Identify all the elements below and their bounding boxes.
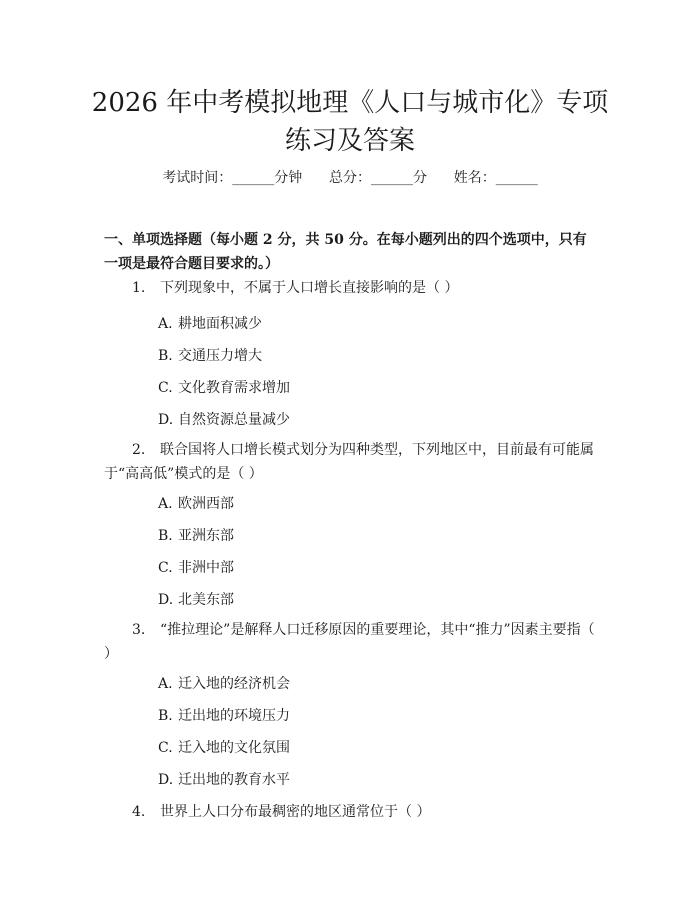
option-letter: B.	[158, 708, 173, 724]
question-1	[132, 276, 596, 300]
question-1-option-c	[158, 378, 290, 398]
question-number: 3.	[132, 622, 146, 638]
question-3-option-d	[158, 770, 290, 790]
option-text: 北美东部	[178, 592, 234, 608]
option-letter: C.	[158, 560, 173, 576]
question-1-option-a	[158, 314, 262, 334]
option-text: 迁入地的经济机会	[178, 676, 290, 692]
question-number: 2.	[132, 442, 146, 458]
question-3-option-a	[158, 674, 290, 694]
question-text: “推拉理论”是解释人口迁移原因的重要理论，其中“推力”因素主要指（ ）	[104, 622, 595, 662]
question-number: 1.	[132, 280, 146, 296]
option-text: 欧洲西部	[178, 496, 234, 512]
option-letter: A.	[158, 316, 173, 332]
question-4	[132, 800, 596, 824]
question-2	[104, 438, 604, 486]
option-letter: A.	[158, 496, 173, 512]
question-2-option-b	[158, 526, 234, 546]
question-3-option-b	[158, 706, 290, 726]
option-text: 交通压力增大	[178, 348, 262, 364]
option-text: 迁出地的环境压力	[178, 708, 290, 724]
question-text: 下列现象中，不属于人口增长直接影响的是（ ）	[160, 280, 459, 296]
question-2-option-d	[158, 590, 234, 610]
option-text: 迁出地的教育水平	[178, 772, 290, 788]
question-1-option-b	[158, 346, 262, 366]
question-2-option-c	[158, 558, 234, 578]
option-text: 耕地面积减少	[178, 316, 262, 332]
option-letter: A.	[158, 676, 173, 692]
question-text: 联合国将人口增长模式划分为四种类型，下列地区中，目前最有可能属于“高高低”模式的是（ ）	[104, 442, 594, 482]
question-number: 4.	[132, 804, 146, 820]
question-2-option-a	[158, 494, 234, 514]
document-title-line1: 2026 年中考模拟地理《人口与城市化》专项	[91, 88, 609, 118]
question-3-option-c	[158, 738, 290, 758]
question-1-option-d	[158, 410, 290, 430]
option-text: 迁入地的文化氛围	[178, 740, 290, 756]
option-text: 文化教育需求增加	[178, 380, 290, 396]
option-letter: C.	[158, 380, 173, 396]
exam-info-line: 考试时间：______分钟 总分：______分 姓名：______	[162, 170, 538, 186]
option-letter: D.	[158, 412, 174, 428]
option-letter: C.	[158, 740, 173, 756]
option-letter: B.	[158, 528, 173, 544]
option-text: 亚洲东部	[178, 528, 234, 544]
question-3	[104, 618, 604, 666]
option-letter: D.	[158, 592, 174, 608]
option-letter: D.	[158, 772, 174, 788]
document-title-line2: 练习及答案	[284, 126, 415, 156]
option-text: 非洲中部	[178, 560, 234, 576]
option-text: 自然资源总量减少	[178, 412, 290, 428]
question-text: 世界上人口分布最稠密的地区通常位于（ ）	[160, 804, 431, 820]
option-letter: B.	[158, 348, 173, 364]
section-heading: 一、单项选择题（每小题 2 分，共 50 分。在每小题列出的四个选项中，只有一项是最符合题目要求的。）	[104, 232, 587, 272]
